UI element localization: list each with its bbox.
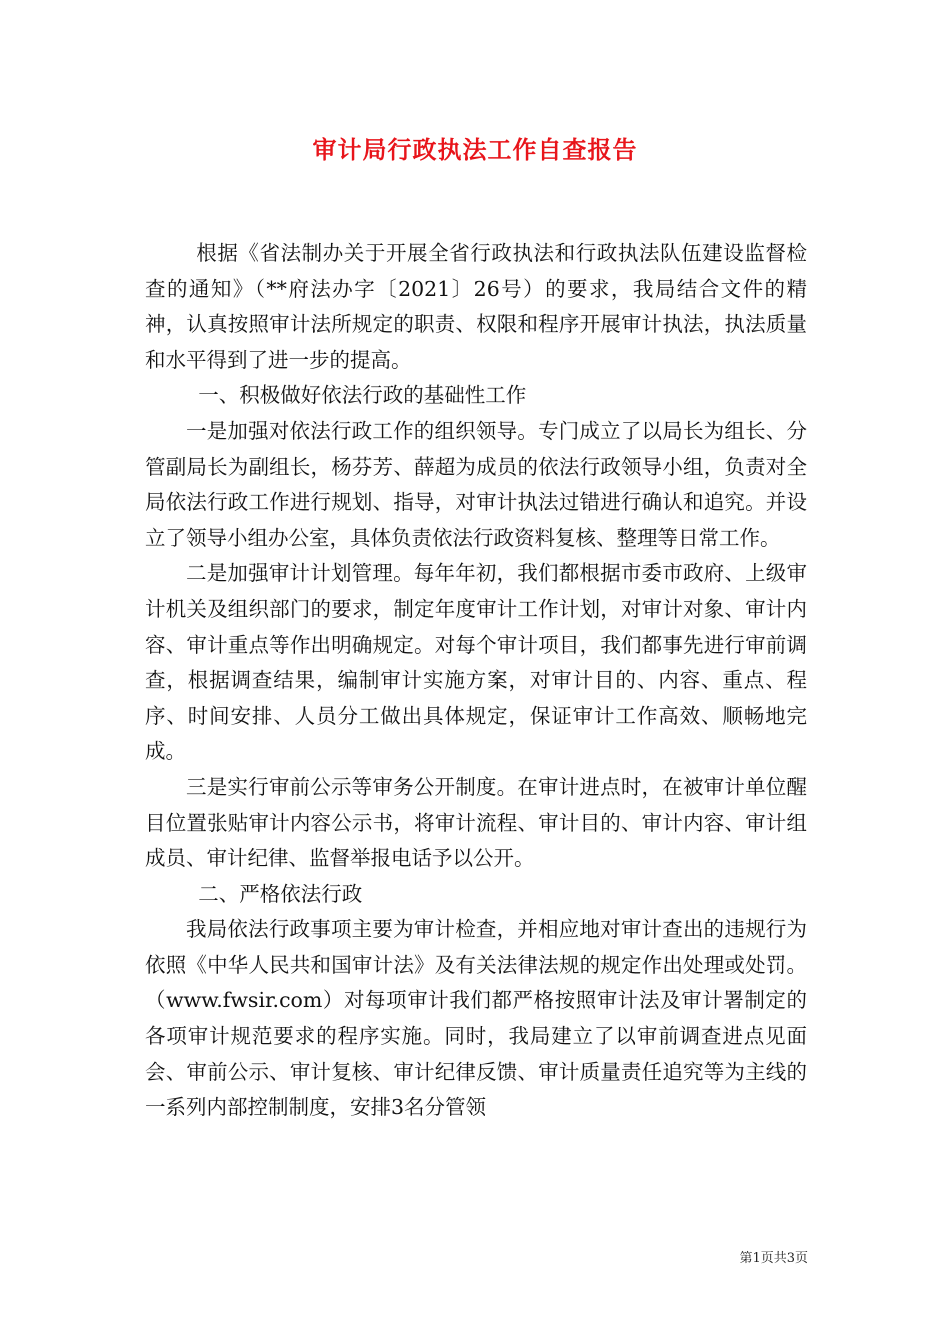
section-heading-2: 二、严格依法行政 [198,881,363,906]
page-number: 第1页共3页 [739,1251,808,1266]
paragraph-intro: 根据《省法制办关于开展全省行政执法和行政执法队伍建设监督检查的通知》（**府法办字〔2021〕26号）的要求，我局结合文件的精神，认真按照审计法所规定的职责、权限和程序开展审计执法，执法质量和水平得到了进一步的提高。 [145,241,807,372]
paragraph-audit-plan: 二是加强审计计划管理。每年年初，我们都根据市委市政府、上级审计机关及组织部门的要求，制定年度审计工作计划，对审计对象、审计内容、审计重点等作出明确规定。对每个审计项目，我们都事先进行审前调查，根据调查结果，编制审计实施方案，对审计目的、内容、重点、程序、时间安排、人员分工做出具体规定，保证审计工作高效、顺畅地完成。 [145,561,807,764]
document-title: 审计局行政执法工作自查报告 [312,135,638,164]
paragraph-publicity: 三是实行审前公示等审务公开制度。在审计进点时，在被审计单位醒目位置张贴审计内容公示书，将审计流程、审计目的、审计内容、审计组成员、审计纪律、监督举报电话予以公开。 [145,774,807,871]
paragraph-organization: 一是加强对依法行政工作的组织领导。专门成立了以局长为组长、分管副局长为副组长，杨芬芳、薛超为成员的依法行政领导小组，负责对全局依法行政工作进行规划、指导，对审计执法过错进行确认和追究。并设立了领导小组办公室，具体负责依法行政资料复核、整理等日常工作。 [145,418,807,550]
paragraph-law-enforcement: 我局依法行政事项主要为审计检查，并相应地对审计查出的违规行为依照《中华人民共和国审计法》及有关法律法规的规定作出处理或处罚。（www.fwsir.com）对每项审计我们都严格按照审计法及审计署制定的各项审计规范要求的程序实施。同时，我局建立了以审前调查进点见面会、审前公示、审计复核、审计纪律反馈、审计质量责任追究等为主线的一系列内部控制制度，安排3名分管领 [145,917,807,1120]
document-body [145,236,807,1126]
section-heading-1: 一、积极做好依法行政的基础性工作 [198,383,527,408]
